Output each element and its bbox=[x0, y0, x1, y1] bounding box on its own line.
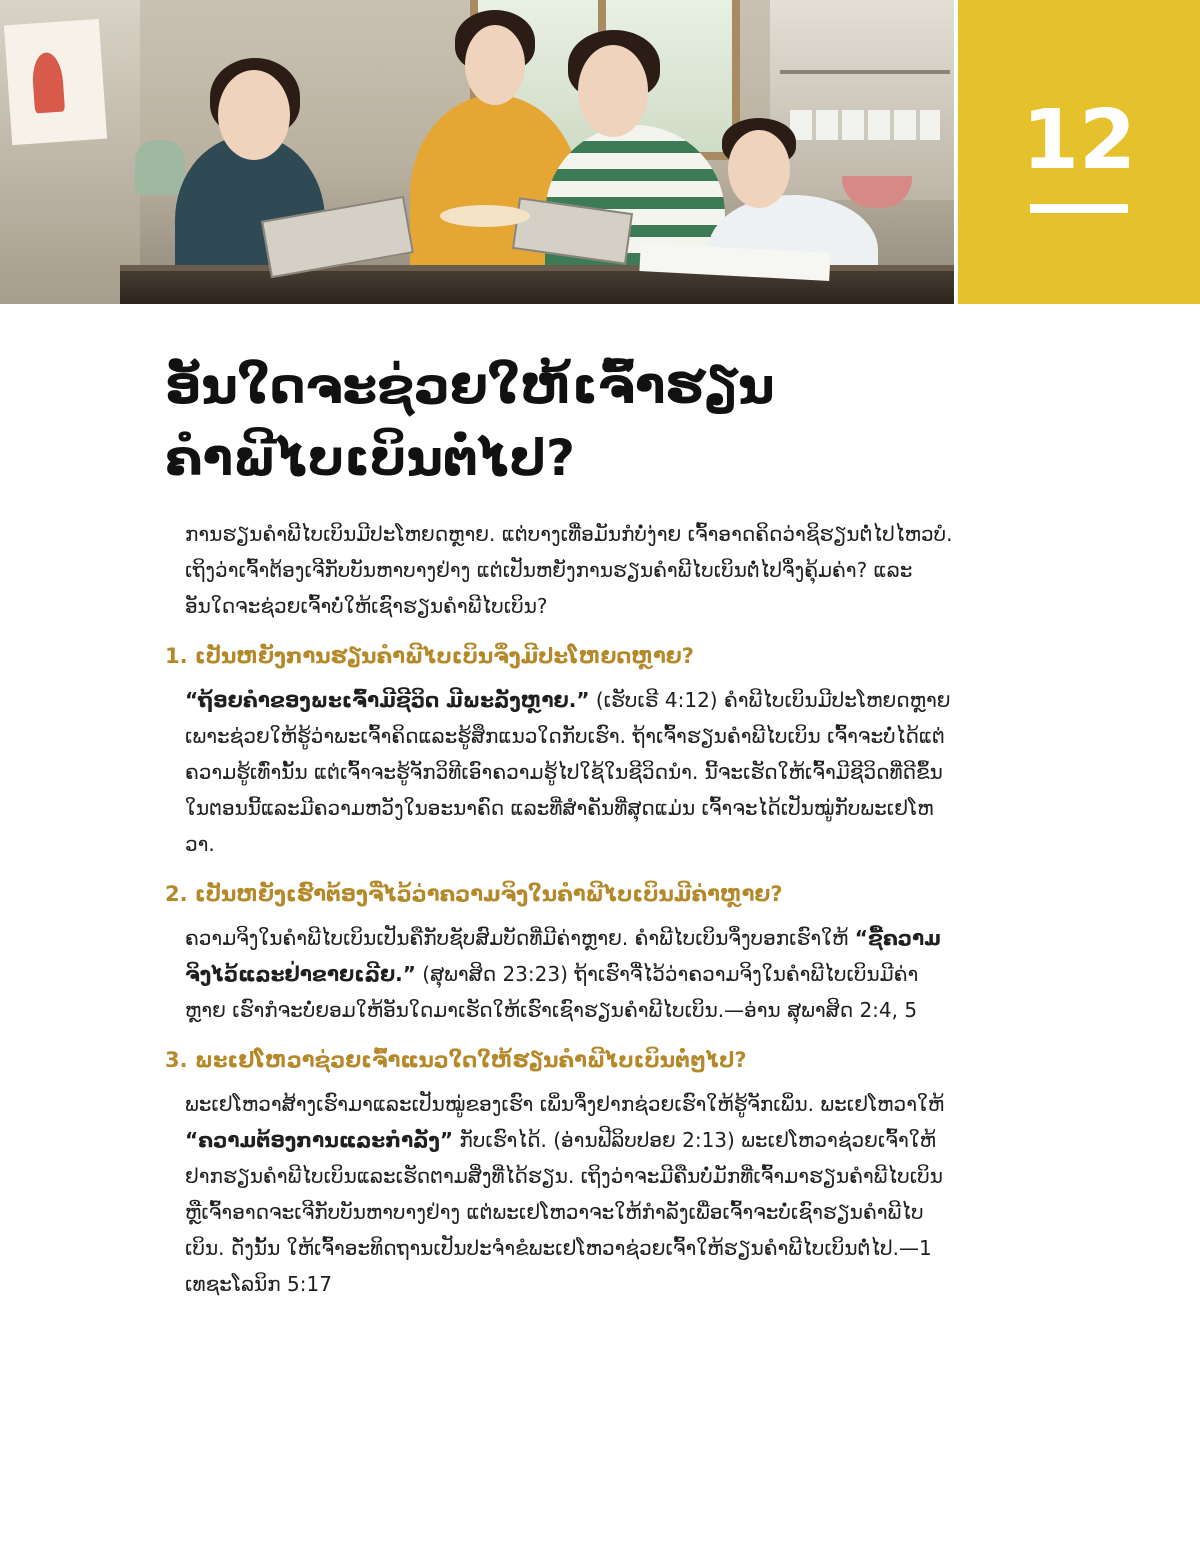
pot bbox=[842, 176, 912, 208]
title-line-1: ອັນໃດຈະຊ່ວຍໃຫ້ເຈົ້າຮຽນ bbox=[165, 357, 775, 415]
face bbox=[728, 130, 790, 208]
face bbox=[578, 45, 648, 137]
face bbox=[218, 70, 290, 160]
title-line-2: ຄຳພີໄບເບິນຕໍ່ໄປ? bbox=[165, 429, 576, 487]
header-photo bbox=[0, 0, 954, 304]
lesson-content bbox=[165, 516, 955, 1302]
question-heading: 2. ເປັນຫຍັງເຮົາຕ້ອງຈື່ໄວ້ວ່າຄວາມຈິງໃນຄຳພີໄບເບິນມີຄ່າຫຼາຍ? bbox=[165, 882, 783, 906]
question-heading: 3. ພະເຢໂຫວາຊ່ວຍເຈົ້າແນວໃດໃຫ້ຮຽນຄຳພີໄບເບິນຕໍ່ໆໄປ? bbox=[165, 1048, 747, 1072]
kettle bbox=[135, 140, 185, 195]
section-lead: ຄວາມຈິງໃນຄຳພີໄບເບິນເປັນຄືກັບຊັບສົມບັດທີ່ມີຄ່າຫຼາຍ. ຄຳພີໄບເບິນຈຶ່ງບອກເຮົາໃຫ້ bbox=[185, 926, 855, 950]
section-text: ກັບເຮົາໄດ້. (ອ່ານຟີລິບປອຍ 2:13) ພະເຢໂຫວາຊ່ວຍເຈົ້າໃຫ້ຢາກຮຽນຄຳພີໄບເບິນແລະເຮັດຕາມສິ່ງທີ່ໄດ້ຮຽນ. ເຖິງວ່າຈະມີຄືນບໍ່ມັກທີ່ເຈົ້າມາຮຽນຄຳພີໄບເບິນ ຫຼືເຈົ້າອາດຈະເຈີກັບບັນຫາບາງຢ່າງ ແຕ່ພະເຢໂຫວາຈະໃຫ້ກຳລັງເພື່ອເຈົ້າຈະບໍ່ເຊົາຮຽນຄຳພີໄບເບິນ. ດັ່ງນັ້ນ ໃຫ້ເຈົ້າອະທິດຖານເປັນປະຈຳຂໍພະເຢໂຫວາຊ່ວຍເຈົ້າໃຫ້ຮຽນຄຳພີໄບເບິນຕໍ່ໄປ.—1 ເທຊະໂລນິກ 5:17 bbox=[185, 1128, 943, 1296]
section-3 bbox=[165, 1042, 955, 1302]
face bbox=[465, 25, 525, 105]
section-body bbox=[185, 920, 955, 1028]
section-lead: ພະເຢໂຫວາສ້າງເຮົາມາແລະເປັນໝູ່ຂອງເຮົາ ເພິ່ນຈຶ່ງຢາກຊ່ວຍເຮົາໃຫ້ຮູ້ຈັກເພິ່ນ. ພະເຢໂຫວາໃຫ້ bbox=[185, 1092, 945, 1116]
chapter-badge bbox=[958, 0, 1200, 304]
chapter-number: 12 bbox=[1021, 93, 1137, 188]
section-text: (ເຮັບເຣີ 4:12) ຄຳພີໄບເບິນມີປະໂຫຍດຫຼາຍເພາະຊ່ວຍໃຫ້ຮູ້ວ່າພະເຈົ້າຄິດແລະຮູ້ສຶກແນວໃດກັບເຮົາ. ຖ້າເຈົ້າຮຽນຄຳພີໄບເບິນ ເຈົ້າຈະບໍ່ໄດ້ແຕ່ຄວາມຮູ້ເທົ່ານັ້ນ ແຕ່ເຈົ້າຈະຮູ້ຈັກວິທີເອົາຄວາມຮູ້ໄປໃຊ້ໃນຊີວິດນຳ. ນີ້ຈະເຮັດໃຫ້ເຈົ້າມີຊີວິດທີ່ດີຂຶ້ນໃນຕອນນີ້ແລະມີຄວາມຫວັງໃນອະນາຄົດ ແລະທີ່ສຳຄັນທີ່ສຸດແມ່ນ ເຈົ້າຈະໄດ້ເປັນໝູ່ກັບພະເຢໂຫວາ. bbox=[185, 688, 951, 856]
section-1 bbox=[165, 638, 955, 862]
kitchen-shelf bbox=[770, 0, 954, 200]
snack-plate bbox=[440, 205, 530, 227]
question-heading: 1. ເປັນຫຍັງການຮຽນຄຳພີໄບເບິນຈຶ່ງມີປະໂຫຍດຫຼາຍ? bbox=[165, 644, 694, 668]
section-2 bbox=[165, 876, 955, 1028]
chapter-underline bbox=[1030, 204, 1128, 213]
scripture-quote: “ຖ້ອຍຄຳຂອງພະເຈົ້າມີຊີວິດ ມີພະລັງຫຼາຍ.” bbox=[185, 688, 590, 712]
scripture-quote: “ຄວາມຕ້ອງການແລະກຳລັງ” bbox=[185, 1128, 454, 1152]
section-body bbox=[185, 682, 955, 862]
scripture-quote: “ຊື້ຄວາມຈິງໄວ້ແລະຢ່າຂາຍເລີຍ.” bbox=[185, 926, 941, 986]
section-body bbox=[185, 1086, 955, 1302]
page-title bbox=[165, 350, 925, 494]
intro-paragraph: ການຮຽນຄຳພີໄບເບິນມີປະໂຫຍດຫຼາຍ. ແຕ່ບາງເທື່ອມັນກໍບໍ່ງ່າຍ ເຈົ້າອາດຄິດວ່າຊິຮຽນຕໍ່ໄປໄຫວບໍ. ເຖິງວ່າເຈົ້າຕ້ອງເຈີກັບບັນຫາບາງຢ່າງ ແຕ່ເປັນຫຍັງການຮຽນຄຳພີໄບເບິນຕໍ່ໄປຈຶ່ງຄຸ້ມຄ່າ? ແລະອັນໃດຈະຊ່ວຍເຈົ້າບໍ່ໃຫ້ເຊົາຮຽນຄຳພີໄບເບິນ? bbox=[185, 522, 953, 618]
child-drawing bbox=[4, 19, 107, 145]
section-text: (ສຸພາສິດ 23:23) ຖ້າເຮົາຈື່ໄວ້ວ່າຄວາມຈິງໃນຄຳພີໄບເບິນມີຄ່າຫຼາຍ ເຮົາກໍຈະບໍ່ຍອມໃຫ້ອັນໃດມາເຮັດໃຫ້ເຮົາເຊົາຮຽນຄຳພີໄບເບິນ.—ອ່ານ ສຸພາສິດ 2:4, 5 bbox=[185, 962, 919, 1022]
